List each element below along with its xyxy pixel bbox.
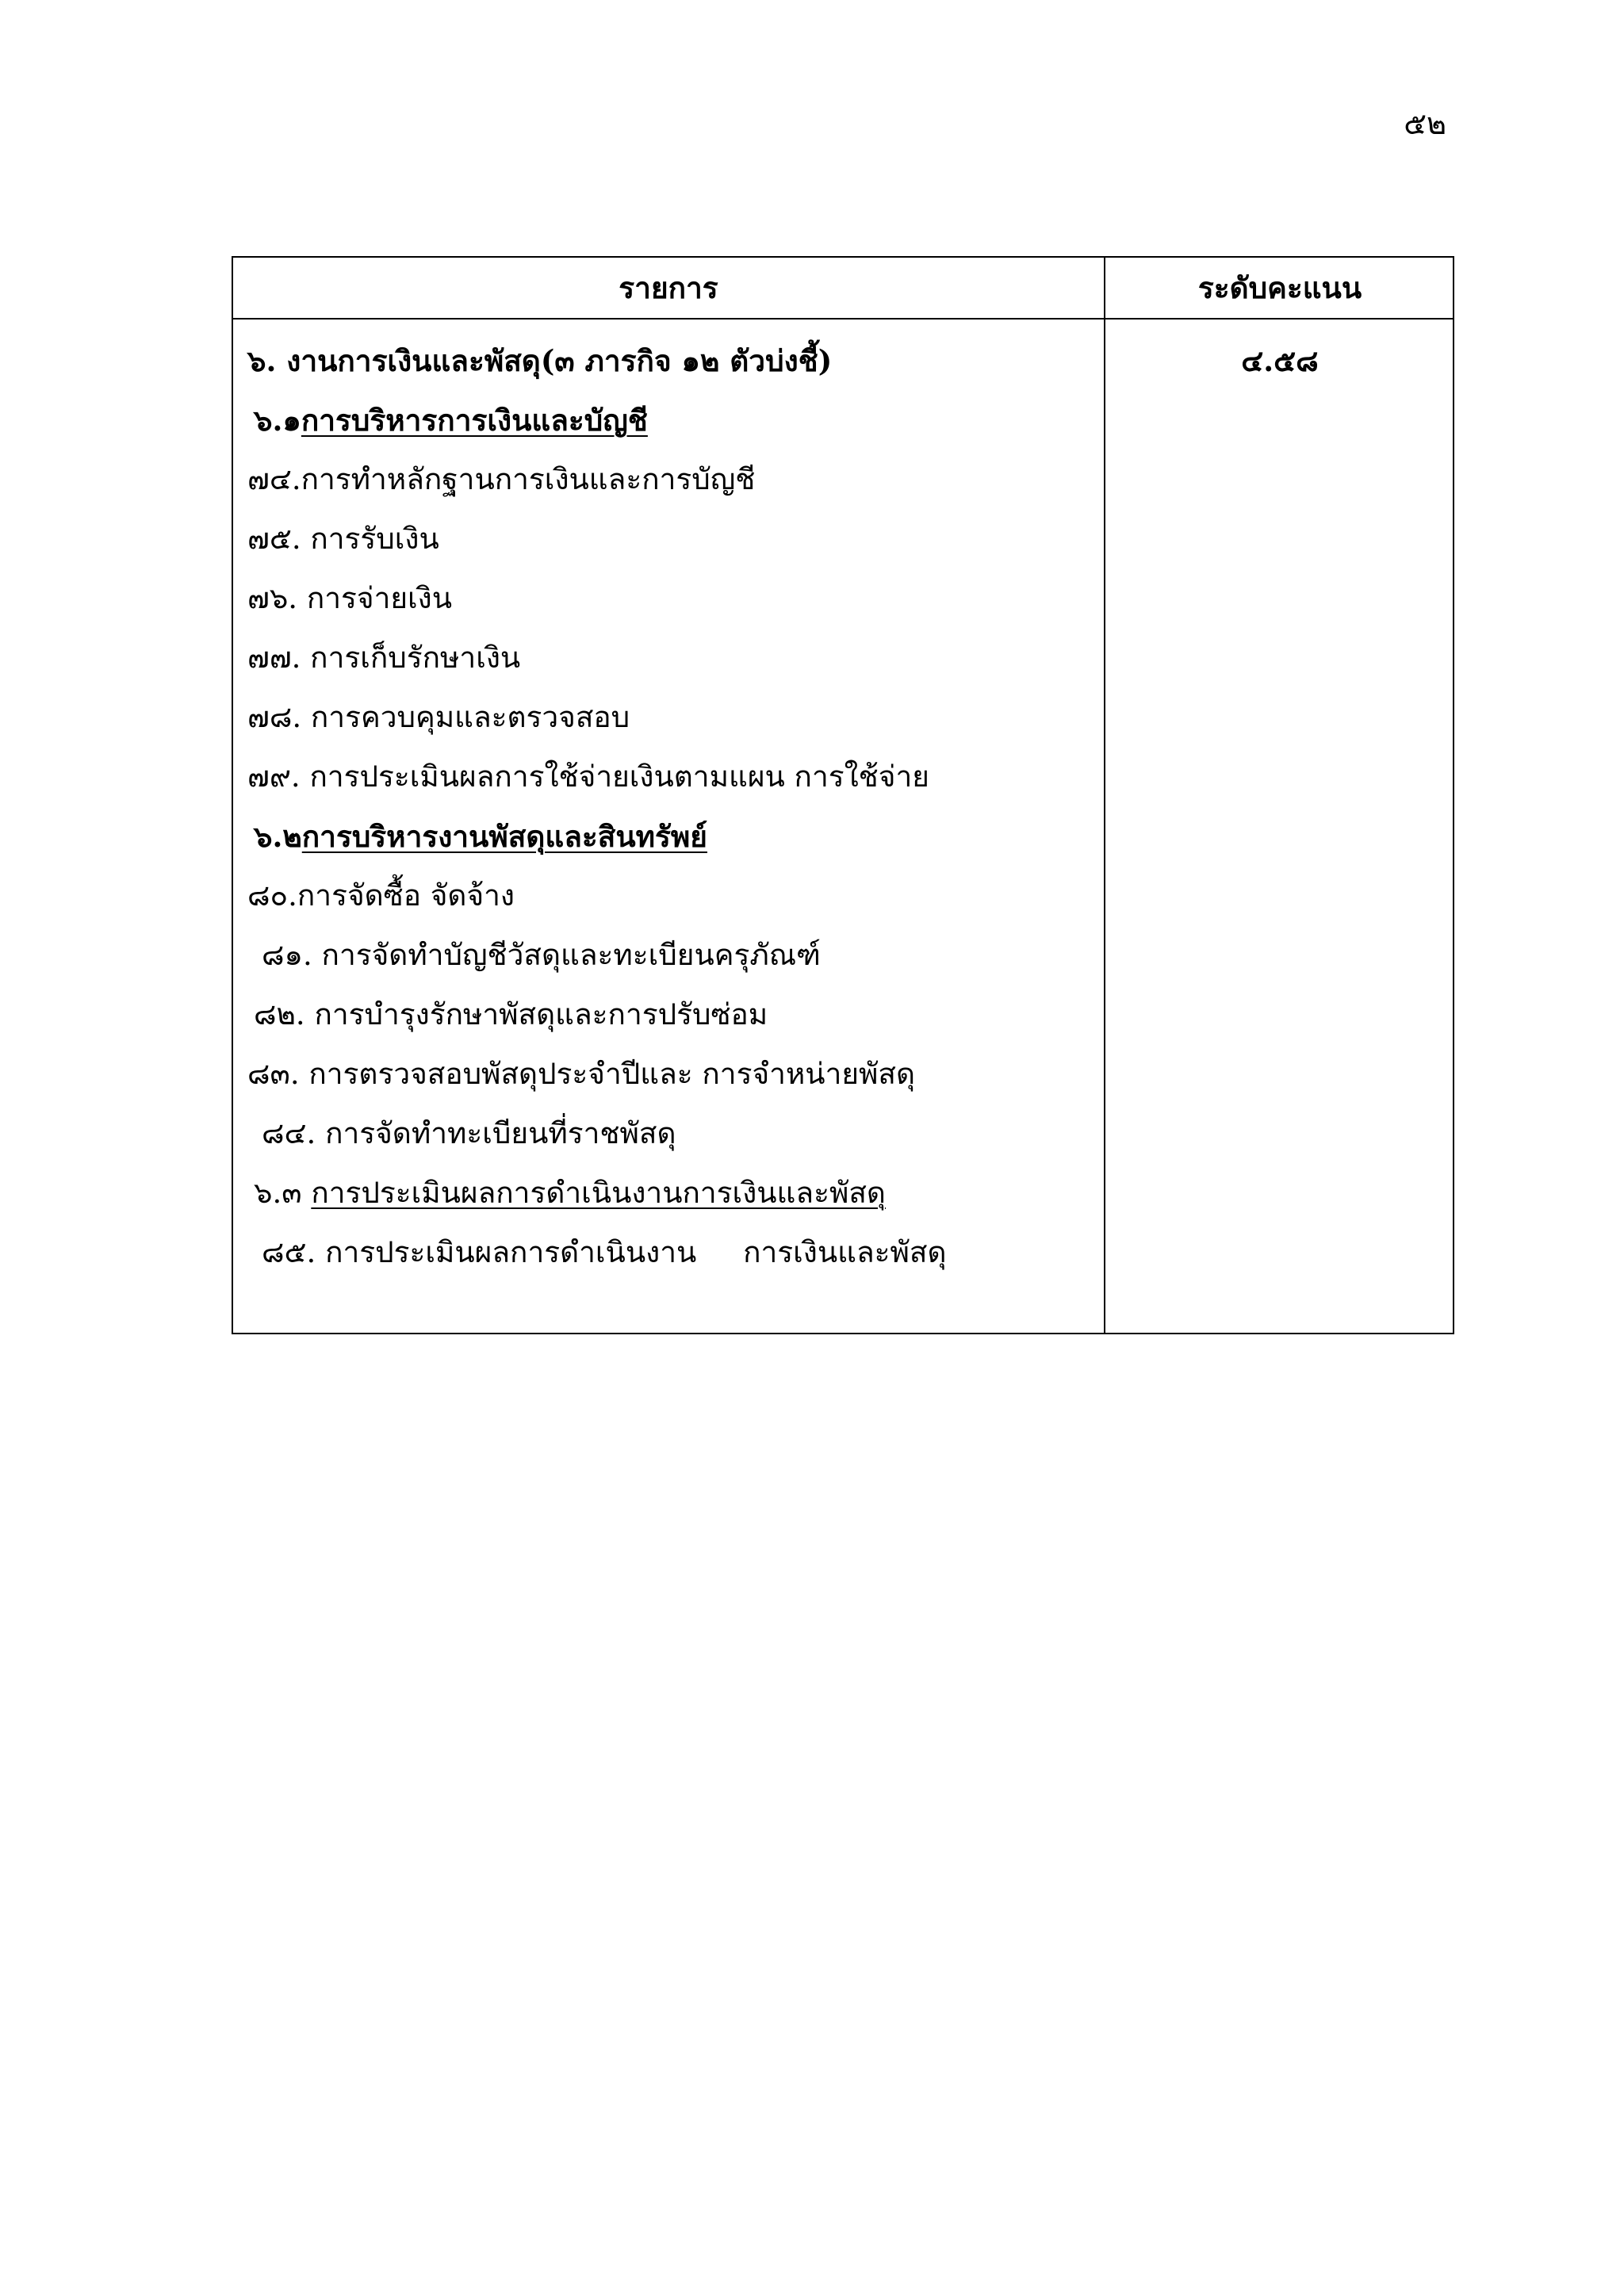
list-item-text: ๗๗. การเก็บรักษาเงิน xyxy=(247,641,521,675)
list-item xyxy=(247,1049,915,1100)
list-item-text: ๘๑. การจัดทำบัญชีวัสดุและทะเบียนครุภัณฑ์ xyxy=(262,938,821,972)
assessment-table xyxy=(232,256,1454,1334)
list-item xyxy=(262,930,821,981)
list-item xyxy=(247,692,630,743)
list-item xyxy=(247,514,439,564)
subsection-6-1 xyxy=(254,395,648,446)
list-item-text: ๗๔.การทำหลักฐานการเงินและการบัญชี xyxy=(247,462,756,496)
score-value: ๔.๕๘ xyxy=(1241,343,1319,378)
list-item xyxy=(247,633,520,683)
list-item-text: ๗๖. การจ่ายเงิน xyxy=(247,581,453,615)
list-item xyxy=(262,1108,676,1159)
list-item xyxy=(254,989,768,1040)
subsection-number: ๖.๑ xyxy=(254,403,301,438)
list-item-text: ๗๘. การควบคุมและตรวจสอบ xyxy=(247,700,630,734)
subsection-number: ๖.๓ xyxy=(254,1176,312,1210)
list-item-text: ๗๕. การรับเงิน xyxy=(247,522,439,556)
list-item-text: ๘๕. การประเมินผลการดำเนินงาน การเงินและพัสดุ xyxy=(262,1235,947,1269)
section-heading-text: ๖. งานการเงินและพัสดุ(๓ ภารกิจ ๑๒ ตัวบ่งชี้) xyxy=(247,343,833,378)
subsection-title: การประเมินผลการดำเนินงานการเงินและพัสดุ xyxy=(311,1176,886,1210)
section-heading-finance xyxy=(247,335,832,386)
subsection-6-2 xyxy=(254,811,707,862)
subsection-title: การบริหารงานพัสดุและสินทรัพย์ xyxy=(301,819,707,854)
list-item-text: ๘๒. การบำรุงรักษาพัสดุและการปรับซ่อม xyxy=(254,997,768,1031)
list-item xyxy=(247,454,755,505)
list-item xyxy=(247,871,515,921)
list-item xyxy=(247,752,929,802)
list-item-text: ๘๐.การจัดซื้อ จัดจ้าง xyxy=(247,878,515,913)
list-item-text: ๗๙. การประเมินผลการใช้จ่ายเงินตามแผน การใช้จ่าย xyxy=(247,760,929,794)
page-number: ๕๒ xyxy=(1404,106,1446,141)
list-item xyxy=(247,573,452,624)
list-item xyxy=(262,1227,947,1278)
column-divider xyxy=(1104,258,1105,1333)
header-score: ระดับคะแนน xyxy=(1197,270,1362,305)
subsection-6-3 xyxy=(254,1168,886,1219)
header-items: รายการ xyxy=(619,270,718,305)
header-divider xyxy=(233,318,1453,320)
subsection-number: ๖.๒ xyxy=(254,819,302,854)
subsection-title: การบริหารการเงินและบัญชี xyxy=(301,403,648,438)
list-item-text: ๘๔. การจัดทำทะเบียนที่ราชพัสดุ xyxy=(262,1116,676,1150)
list-item-text: ๘๓. การตรวจสอบพัสดุประจำปีและ การจำหน่ายพัสดุ xyxy=(247,1057,916,1091)
